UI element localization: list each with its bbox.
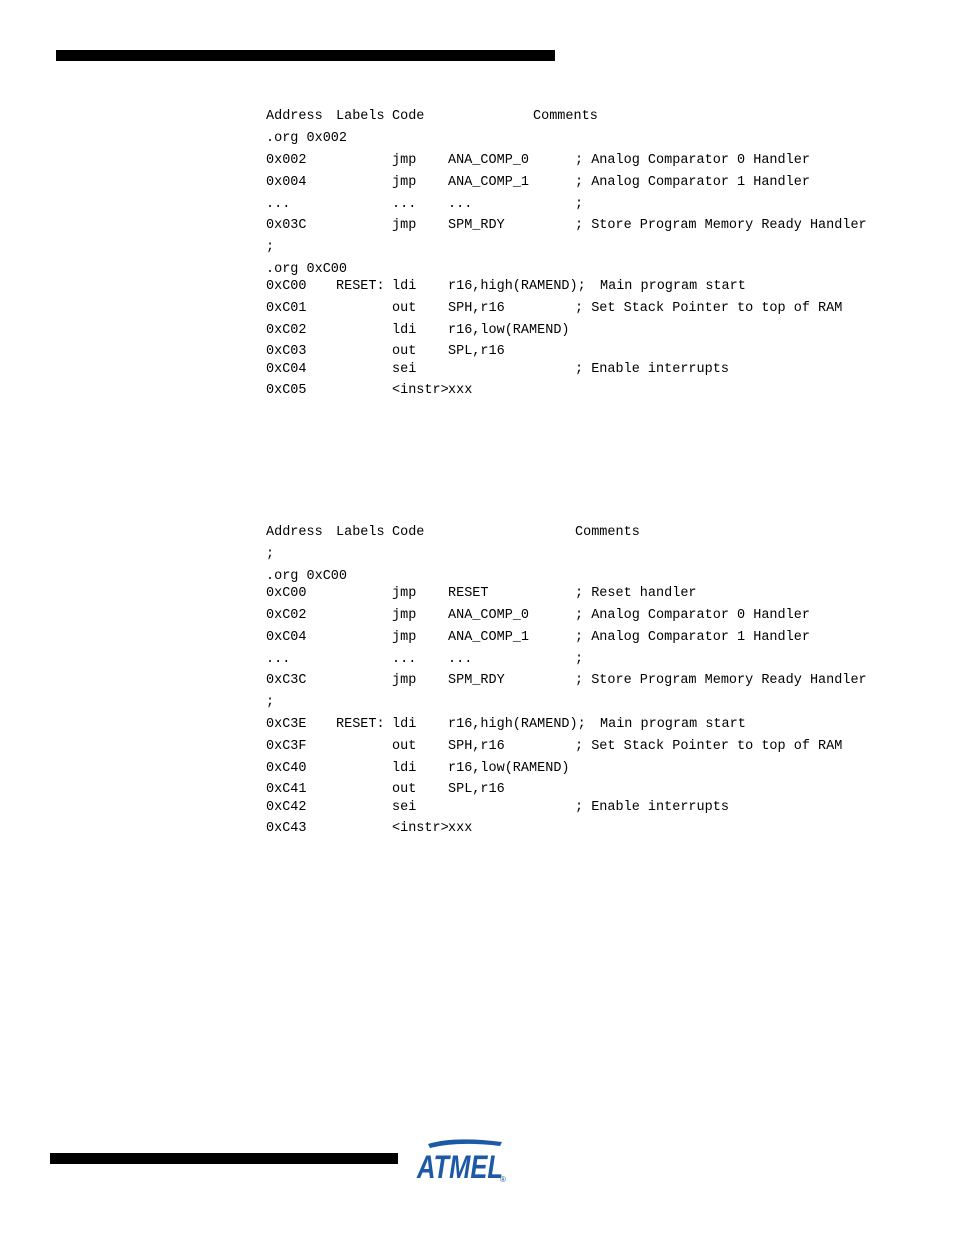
- table1-header-address: Address: [266, 109, 323, 124]
- code-address: 0xC00: [266, 586, 307, 601]
- code-comment: ;: [575, 197, 584, 212]
- code-comment: ; Analog Comparator 1 Handler: [575, 630, 810, 645]
- code-address: 0xC42: [266, 800, 307, 815]
- code-op: jmp: [392, 153, 417, 168]
- code-op: out: [392, 739, 417, 754]
- code-op: out: [392, 301, 417, 316]
- code-address: .org 0xC00: [266, 262, 348, 277]
- code-address: 0xC01: [266, 301, 307, 316]
- code-address: 0xC04: [266, 630, 307, 645]
- code-arg: ANA_COMP_1: [448, 630, 530, 645]
- code-address: 0xC3C: [266, 673, 307, 688]
- code-arg: ...: [448, 652, 473, 667]
- code-comment: ;: [575, 652, 584, 667]
- code-op: jmp: [392, 630, 417, 645]
- code-arg: r16,low(RAMEND): [448, 761, 570, 776]
- code-op: ...: [392, 652, 417, 667]
- footer-rule: [50, 1153, 398, 1164]
- code-comment: ; Set Stack Pointer to top of RAM: [575, 739, 843, 754]
- atmel-logo: [414, 1138, 508, 1184]
- code-arg: RESET: [448, 586, 489, 601]
- code-arg: r16,high(RAMEND);: [448, 279, 586, 294]
- code-op: sei: [392, 800, 417, 815]
- code-address: ;: [266, 240, 275, 255]
- code-arg: ANA_COMP_1: [448, 175, 530, 190]
- code-op: sei: [392, 362, 417, 377]
- code-op: out: [392, 344, 417, 359]
- code-comment: ; Analog Comparator 0 Handler: [575, 608, 810, 623]
- code-comment: ; Analog Comparator 0 Handler: [575, 153, 810, 168]
- code-arg: r16,low(RAMEND): [448, 323, 570, 338]
- code-comment: ; Reset handler: [575, 586, 697, 601]
- table1-header-comments: Comments: [533, 109, 598, 124]
- code-address: 0xC41: [266, 782, 307, 797]
- code-address: ...: [266, 652, 291, 667]
- table2-header-comments: Comments: [575, 525, 640, 540]
- code-address: 0xC3F: [266, 739, 307, 754]
- code-address: 0xC05: [266, 383, 307, 398]
- table2-header-code: Code: [392, 525, 425, 540]
- table1-header-labels: Labels: [336, 109, 385, 124]
- code-address: ;: [266, 547, 275, 562]
- code-arg: SPL,r16: [448, 344, 505, 359]
- code-address: 0xC3E: [266, 717, 307, 732]
- code-op: jmp: [392, 586, 417, 601]
- code-op: ...: [392, 197, 417, 212]
- code-comment: Main program start: [600, 717, 746, 732]
- code-arg: SPM_RDY: [448, 218, 505, 233]
- code-op: ldi: [392, 279, 417, 294]
- code-label: RESET:: [336, 717, 385, 732]
- code-op: ldi: [392, 323, 417, 338]
- code-arg: SPH,r16: [448, 301, 505, 316]
- code-op: jmp: [392, 218, 417, 233]
- code-comment: ; Analog Comparator 1 Handler: [575, 175, 810, 190]
- code-op: <instr>: [392, 821, 449, 836]
- code-address: .org 0x002: [266, 131, 348, 146]
- code-comment: ; Enable interrupts: [575, 362, 729, 377]
- code-address: ...: [266, 197, 291, 212]
- registered-mark: ®: [500, 1175, 506, 1184]
- code-arg: r16,high(RAMEND);: [448, 717, 586, 732]
- code-arg: SPM_RDY: [448, 673, 505, 688]
- code-arg: ANA_COMP_0: [448, 153, 530, 168]
- code-op: jmp: [392, 673, 417, 688]
- atmel-logo-graphic: [414, 1138, 508, 1184]
- code-comment: Main program start: [600, 279, 746, 294]
- table2-header-address: Address: [266, 525, 323, 540]
- code-address: 0x03C: [266, 218, 307, 233]
- code-address: 0xC00: [266, 279, 307, 294]
- code-arg: SPL,r16: [448, 782, 505, 797]
- code-address: 0xC04: [266, 362, 307, 377]
- code-address: 0x004: [266, 175, 307, 190]
- code-op: jmp: [392, 608, 417, 623]
- code-address: ;: [266, 695, 275, 710]
- code-arg: xxx: [448, 821, 473, 836]
- code-arg: ...: [448, 197, 473, 212]
- code-op: jmp: [392, 175, 417, 190]
- code-comment: ; Enable interrupts: [575, 800, 729, 815]
- code-comment: ; Store Program Memory Ready Handler: [575, 673, 867, 688]
- code-address: .org 0xC00: [266, 569, 348, 584]
- code-op: out: [392, 782, 417, 797]
- code-arg: ANA_COMP_0: [448, 608, 530, 623]
- code-address: 0xC40: [266, 761, 307, 776]
- code-arg: SPH,r16: [448, 739, 505, 754]
- code-op: ldi: [392, 761, 417, 776]
- code-op: <instr>: [392, 383, 449, 398]
- code-address: 0xC02: [266, 323, 307, 338]
- code-comment: ; Set Stack Pointer to top of RAM: [575, 301, 843, 316]
- code-label: RESET:: [336, 279, 385, 294]
- code-address: 0xC43: [266, 821, 307, 836]
- code-comment: ; Store Program Memory Ready Handler: [575, 218, 867, 233]
- table1-header-code: Code: [392, 109, 425, 124]
- table2-header-labels: Labels: [336, 525, 385, 540]
- code-address: 0xC03: [266, 344, 307, 359]
- code-op: ldi: [392, 717, 417, 732]
- code-arg: xxx: [448, 383, 473, 398]
- code-address: 0x002: [266, 153, 307, 168]
- code-address: 0xC02: [266, 608, 307, 623]
- atmel-logo-text: ATMEL: [416, 1149, 503, 1184]
